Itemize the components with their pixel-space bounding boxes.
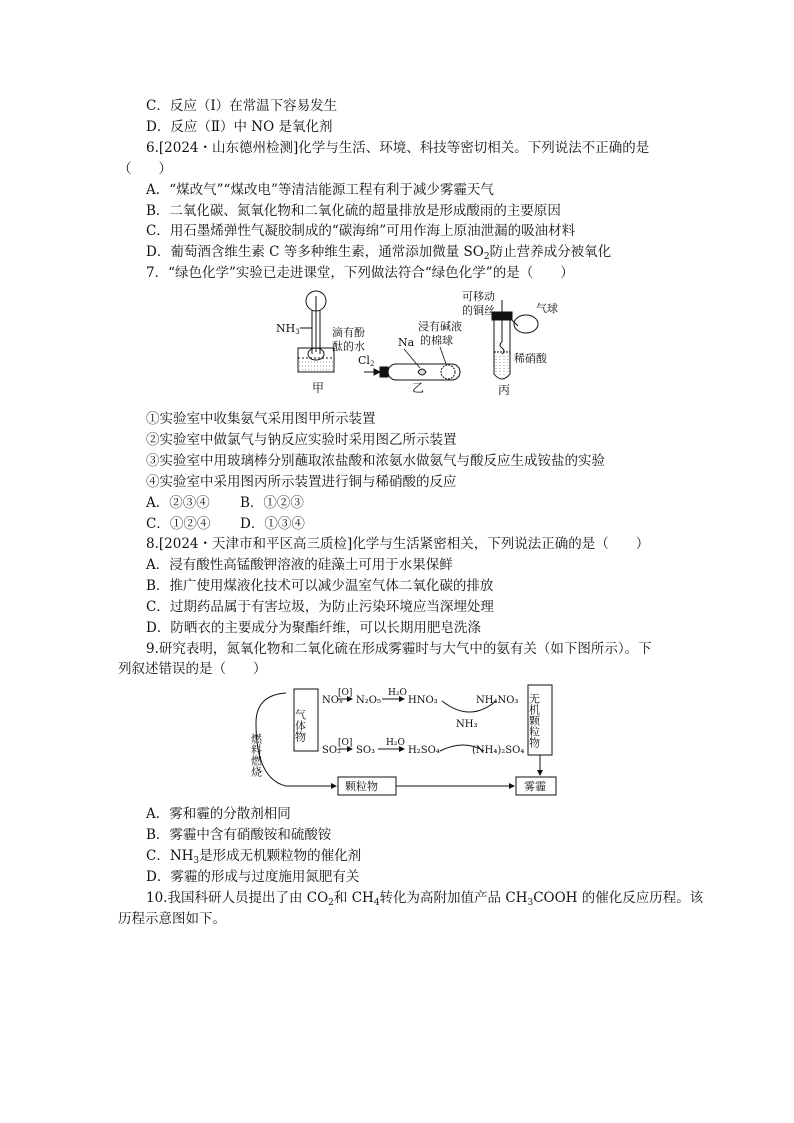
q6-option-a: A．“煤改气”“煤改电”等清洁能源工程有利于减少雾霾天气 bbox=[146, 182, 494, 198]
apparatus-bing bbox=[492, 300, 538, 379]
q10-text-a: 10.我国科研人员提出了由 CO bbox=[146, 890, 329, 906]
q5-option-c: C．反应（Ⅰ）在常温下容易发生 bbox=[146, 98, 338, 114]
q7-statement-3: ③实验室中用玻璃棒分别蘸取浓盐酸和浓氨水做氨气与酸反应生成铵盐的实验 bbox=[146, 453, 605, 469]
apparatus-yi bbox=[364, 364, 460, 380]
q8-option-c: C．过期药品属于有害垃圾，为防止污染环境应当深埋处理 bbox=[146, 599, 494, 615]
haze-label: 雾霾 bbox=[524, 780, 546, 793]
q8-option-d: D．防晒衣的主要成分为聚酯纤维，可以长期用肥皂洗涤 bbox=[146, 620, 481, 636]
nox-label: NOₓ bbox=[322, 695, 344, 706]
h2so4-label: H₂SO₄ bbox=[408, 745, 440, 756]
q10-text-b: 和 CH bbox=[333, 890, 374, 906]
q10-text-d: COOH 的催化反应历程。该 bbox=[533, 890, 704, 906]
h2o-label-2: H₂O bbox=[386, 738, 405, 748]
water-label-1: 滴有酚 bbox=[332, 326, 365, 339]
q7-option-d: D．①③④ bbox=[240, 516, 305, 532]
q10-stem-line-1 bbox=[146, 889, 703, 912]
q9-stem-line-2: 列叙述错误的是（ ） bbox=[118, 661, 267, 677]
nh4no3-label: NH₄NO₃ bbox=[476, 695, 519, 706]
hno3-label: HNO₃ bbox=[408, 695, 438, 706]
h2o-label-1: H₂O bbox=[388, 688, 407, 698]
q10-text-c: 转化为高附加值产品 CH bbox=[379, 890, 528, 906]
q9-option-c bbox=[146, 847, 361, 870]
wire-label-1: 可移动 bbox=[462, 290, 495, 303]
q6-answer-blank: （ ） bbox=[118, 161, 172, 177]
q9-option-c-sub: 3 bbox=[193, 856, 200, 866]
wire-label-2: 的铜丝 bbox=[462, 304, 495, 317]
nh42so4-label: (NH₄)₂SO₄ bbox=[472, 745, 525, 756]
balloon-label: 气球 bbox=[536, 302, 558, 315]
q8-stem: 8.[2024・天津市和平区高三质检]化学与生活紧密相关，下列说法正确的是（ ） bbox=[146, 536, 650, 552]
q6-option-d bbox=[146, 243, 611, 266]
q6-stem: 6.[2024・山东德州检测]化学与生活、环境、科技等密切相关。下列说法不正确的是 bbox=[146, 140, 650, 156]
label-bing: 丙 bbox=[498, 383, 511, 397]
so2-label: SO₂ bbox=[322, 745, 342, 756]
q7-stem: 7．“绿色化学”实验已走进课堂，下列做法符合“绿色化学”的是（ ） bbox=[146, 265, 574, 281]
q9-option-c-text-2: 是形成无机颗粒物的催化剂 bbox=[199, 848, 362, 864]
q7-statement-2: ②实验室中做氯气与钠反应实验时采用图乙所示装置 bbox=[146, 432, 457, 448]
apparatus-jia bbox=[298, 291, 334, 372]
cl2-label: Cl2 bbox=[358, 354, 375, 368]
q6-option-d-text-2: 防止营养成分被氧化 bbox=[489, 244, 612, 260]
q8-option-a: A．浸有酸性高锰酸钾溶液的硅藻土可用于水果保鲜 bbox=[146, 557, 453, 573]
q7-option-c: C．①②④ bbox=[146, 516, 211, 532]
label-jia: 甲 bbox=[312, 381, 325, 395]
q9-option-b: B．雾霾中含有硝酸铵和硫酸铵 bbox=[146, 827, 332, 843]
q7-option-a: A．②③④ bbox=[146, 495, 210, 511]
label-yi: 乙 bbox=[412, 381, 425, 395]
q9-haze-diagram bbox=[250, 683, 560, 799]
q6-option-c: C．用石墨烯弹性气凝胶制成的“碳海绵”可用作海上原油泄漏的吸油材料 bbox=[146, 223, 576, 239]
q7-option-b: B．①②③ bbox=[240, 495, 304, 511]
q5-option-d: D．反应（Ⅱ）中 NO 是氧化剂 bbox=[146, 119, 333, 135]
q10-sub-2: 4 bbox=[373, 898, 380, 908]
na-label: Na bbox=[398, 336, 415, 349]
q7-statement-1: ①实验室中收集氨气采用图甲所示装置 bbox=[146, 411, 376, 427]
o-label-1: [O] bbox=[338, 688, 353, 698]
q6-option-d-sub: 2 bbox=[483, 252, 490, 262]
q6-option-b: B．二氧化碳、氮氧化物和二氧化硫的超量排放是形成酸雨的主要原因 bbox=[146, 203, 561, 219]
q6-option-d-text: D．葡萄酒含维生素 C 等多种维生素，通常添加微量 SO bbox=[146, 244, 484, 260]
water-label-2: 酞的水 bbox=[332, 340, 365, 353]
particles-label: 颗粒物 bbox=[345, 780, 378, 793]
gas-label: 气体物 bbox=[293, 709, 307, 742]
n2o5-label: N₂O₅ bbox=[356, 695, 381, 706]
nh3-label: NH₃ bbox=[456, 719, 478, 730]
q7-statement-4: ④实验室中采用图丙所示装置进行铜与稀硝酸的反应 bbox=[146, 474, 457, 490]
q9-stem-line-1: 9.研究表明，氮氧化物和二氧化硫在形成雾霾时与大气中的氨有关（如下图所示）。下 bbox=[146, 641, 652, 657]
o-label-2: [O] bbox=[338, 738, 353, 748]
q10-stem-line-2: 历程示意图如下。 bbox=[118, 911, 226, 927]
q9-option-c-text: C．NH bbox=[146, 848, 194, 864]
so3-label: SO₃ bbox=[356, 745, 376, 756]
q10-sub-3: 3 bbox=[527, 898, 534, 908]
q7-apparatus-figure bbox=[270, 286, 570, 400]
q9-option-a: A．雾和霾的分散剂相同 bbox=[146, 806, 291, 822]
alkali-label-2: 的棉球 bbox=[420, 334, 453, 347]
acid-label: 稀硝酸 bbox=[514, 352, 547, 365]
q8-option-b: B．推广使用煤液化技术可以减少温室气体二氧化碳的排放 bbox=[146, 578, 494, 594]
alkali-label-1: 浸有碱液 bbox=[418, 320, 462, 333]
fuel-label: 燃料燃烧 bbox=[250, 733, 263, 777]
nh3-label: NH3 bbox=[276, 322, 300, 336]
inorganic-label: 无机颗粒物 bbox=[527, 693, 541, 748]
q10-sub-1: 2 bbox=[328, 898, 334, 908]
q9-option-d: D．雾霾的形成与过度施用氮肥有关 bbox=[146, 869, 360, 885]
